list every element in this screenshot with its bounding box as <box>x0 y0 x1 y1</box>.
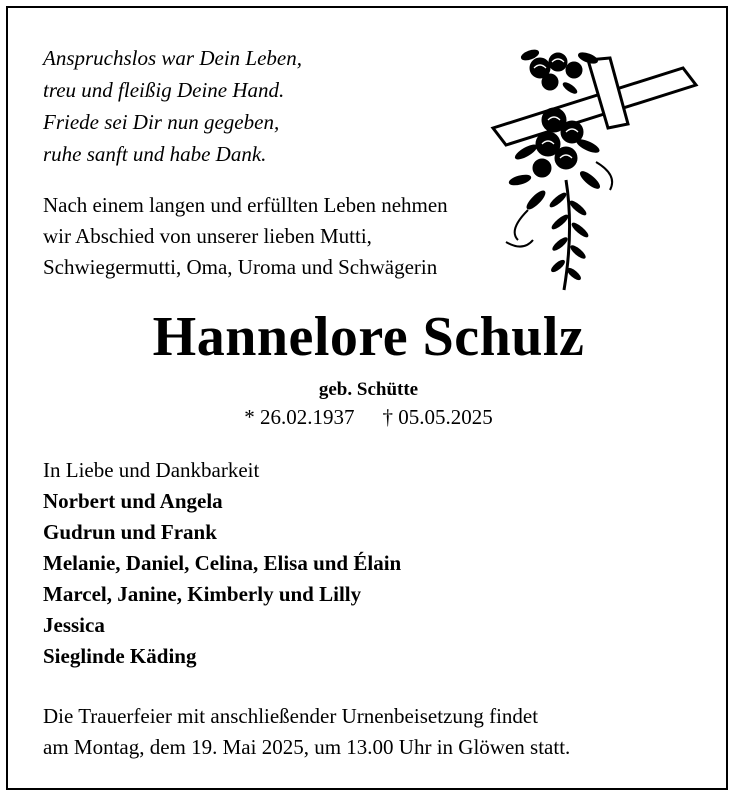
mourners-section <box>43 455 401 672</box>
intro-line: Nach einem langen und erfüllten Leben nehmen <box>43 193 448 217</box>
verse-line: ruhe sanft und habe Dank. <box>43 142 267 166</box>
mourner-name: Norbert und Angela <box>43 489 223 513</box>
mourner-name: Sieglinde Käding <box>43 644 197 668</box>
birth-date: * 26.02.1937 <box>244 405 355 429</box>
intro-line: Schwiegermutti, Oma, Uroma und Schwägerin <box>43 255 438 279</box>
mourner-name: Jessica <box>43 613 105 637</box>
funeral-notice <box>43 701 570 763</box>
verse-line: Anspruchslos war Dein Leben, <box>43 46 302 70</box>
maiden-name: geb. Schütte <box>318 379 419 400</box>
notice-line: am Montag, dem 19. Mai 2025, um 13.00 Uhr in Glöwen statt. <box>43 735 571 759</box>
verse-line: treu und fleißig Deine Hand. <box>43 78 285 102</box>
intro-line: wir Abschied von unserer lieben Mutti, <box>43 224 372 248</box>
memorial-verse <box>43 42 302 170</box>
life-dates <box>0 402 737 432</box>
intro-text <box>43 190 448 283</box>
verse-line: Friede sei Dir nun gegeben, <box>43 110 280 134</box>
cross-with-roses-icon <box>478 40 708 295</box>
notice-line: Die Trauerfeier mit anschließender Urnenbeisetzung findet <box>43 704 539 728</box>
mourners-heading: In Liebe und Dankbarkeit <box>43 458 260 482</box>
deceased-name: Hannelore Schulz <box>152 306 585 368</box>
death-date: † 05.05.2025 <box>382 405 493 429</box>
mourner-name: Melanie, Daniel, Celina, Elisa und Élain <box>43 551 402 575</box>
mourner-name: Marcel, Janine, Kimberly und Lilly <box>43 582 362 606</box>
mourner-name: Gudrun und Frank <box>43 520 217 544</box>
